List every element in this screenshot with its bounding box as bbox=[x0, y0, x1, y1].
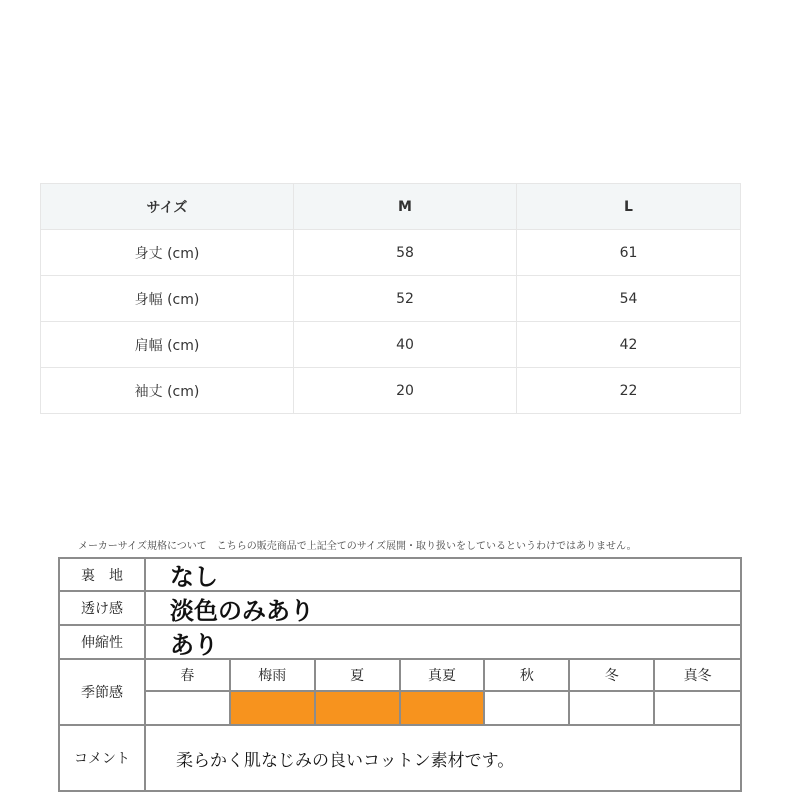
lining-value: なし bbox=[170, 563, 218, 591]
season-name: 真冬 bbox=[655, 660, 740, 692]
row-value-l: 22 bbox=[517, 368, 741, 414]
row-value-l: 61 bbox=[517, 230, 741, 276]
size-note: メーカーサイズ規格について こちらの販売商品で上記全てのサイズ展開・取り扱いをしているというわけではありません。 bbox=[78, 541, 637, 552]
season-name: 冬 bbox=[570, 660, 655, 692]
row-label: 袖丈 (cm) bbox=[41, 368, 294, 414]
season-indicator bbox=[231, 692, 316, 724]
stretch-value: あり bbox=[170, 630, 218, 659]
season-name: 夏 bbox=[316, 660, 401, 692]
lining-label: 裏 地 bbox=[60, 559, 146, 590]
table-row bbox=[41, 368, 741, 414]
season-indicator bbox=[316, 692, 401, 724]
sheerness-row bbox=[60, 592, 740, 626]
comment-value: 柔らかく肌なじみの良いコットン素材です。 bbox=[176, 750, 515, 771]
table-row bbox=[41, 322, 741, 368]
season-indicator bbox=[146, 692, 231, 724]
row-value-l: 42 bbox=[517, 322, 741, 368]
row-value-l: 54 bbox=[517, 276, 741, 322]
row-value-m: 20 bbox=[294, 368, 517, 414]
size-table-header bbox=[41, 184, 741, 230]
season-grid bbox=[146, 660, 740, 724]
comment-label: コメント bbox=[60, 726, 146, 790]
season-label: 季節感 bbox=[60, 660, 146, 724]
season-name: 真夏 bbox=[401, 660, 486, 692]
table-row bbox=[41, 230, 741, 276]
header-m: M bbox=[294, 184, 517, 230]
comment-row bbox=[60, 726, 740, 790]
row-label: 肩幅 (cm) bbox=[41, 322, 294, 368]
season-row bbox=[60, 660, 740, 726]
row-value-m: 52 bbox=[294, 276, 517, 322]
season-indicator bbox=[655, 692, 740, 724]
season-name: 春 bbox=[146, 660, 231, 692]
row-label: 身丈 (cm) bbox=[41, 230, 294, 276]
season-name: 梅雨 bbox=[231, 660, 316, 692]
header-l: L bbox=[517, 184, 741, 230]
row-value-m: 58 bbox=[294, 230, 517, 276]
size-table bbox=[40, 183, 741, 414]
stretch-label: 伸縮性 bbox=[60, 626, 146, 658]
stretch-row bbox=[60, 626, 740, 660]
row-label: 身幅 (cm) bbox=[41, 276, 294, 322]
sheerness-label: 透け感 bbox=[60, 592, 146, 624]
sheerness-value: 淡色のみあり bbox=[170, 596, 314, 625]
season-name: 秋 bbox=[485, 660, 570, 692]
header-size: サイズ bbox=[41, 184, 294, 230]
season-indicator bbox=[485, 692, 570, 724]
lining-row bbox=[60, 559, 740, 592]
season-indicator bbox=[570, 692, 655, 724]
season-indicator bbox=[401, 692, 486, 724]
properties-table bbox=[58, 557, 742, 792]
table-row bbox=[41, 276, 741, 322]
row-value-m: 40 bbox=[294, 322, 517, 368]
